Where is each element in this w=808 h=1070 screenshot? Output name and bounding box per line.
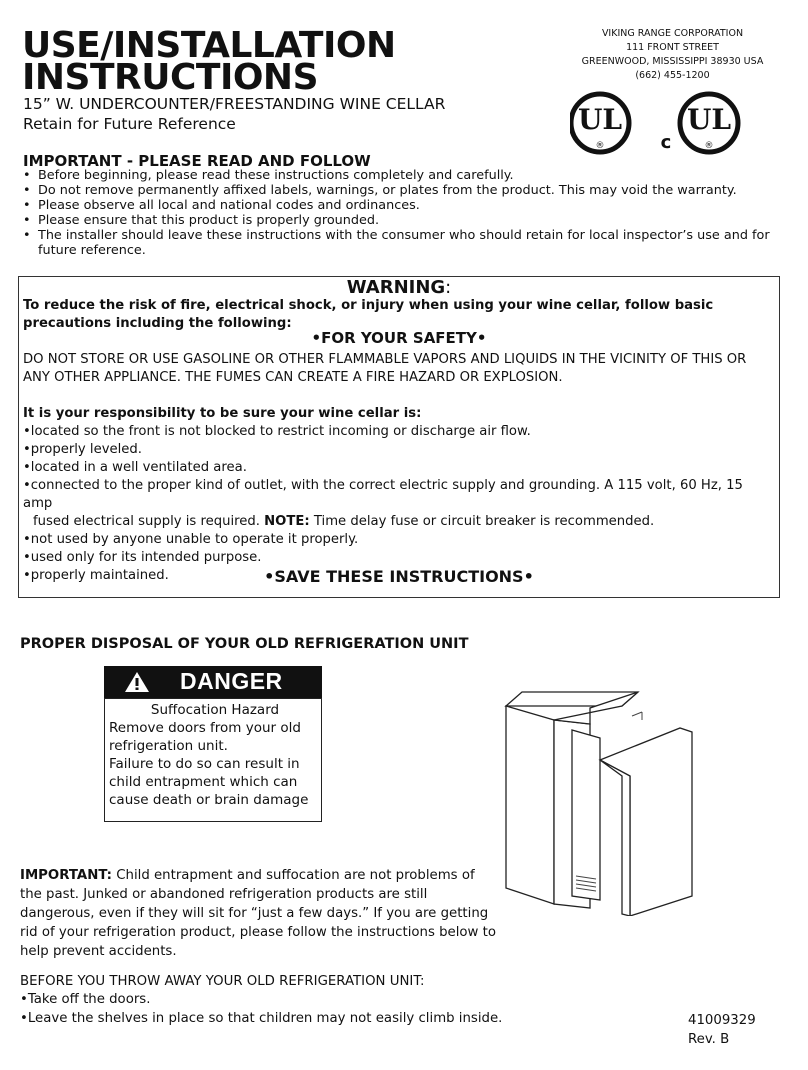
danger-banner [104,666,322,698]
doc-number: 41009329 [688,1013,756,1028]
company-street: 111 FRONT STREET [626,42,719,53]
hazard-line: cause death or brain damage [109,792,309,808]
disposal-step: •Leave the shelves in place so that children may not easily climb inside. [20,1011,503,1026]
ul-certification-logos [570,78,750,168]
responsibility-item: •not used by anyone unable to operate it properly. [23,532,359,547]
responsibility-item: •used only for its intended purpose. [23,550,262,565]
ul-registered: ® [595,141,605,151]
hazard-box [104,698,322,822]
title-line-1: USE/INSTALLATION [22,25,396,66]
ul-logo [571,94,629,152]
save-instructions: •SAVE THESE INSTRUCTIONS• [264,567,534,586]
important-item: • The installer should leave these instructions with the consumer who should retain for local inspector’s use and for future reference. [23,228,783,258]
title-line-2: INSTRUCTIONS [22,57,318,98]
warning-intro: To reduce the risk of fire, electrical shock, or injury when using your wine cellar, follow basic precautions including the following: [23,298,714,331]
important-item: • Please ensure that this product is properly grounded. [23,213,783,228]
important-text: Child entrapment and suffocation are not problems of the past. Junked or abandoned refrigeration products are still dangerous, even if they will sit for “just a few days.” If you are getting rid of your refrigeration product, please follow the instructions below to help prevent accidents. [20,868,497,959]
responsibility-heading: It is your responsibility to be sure your wine cellar is: [23,406,422,421]
responsibility-item: •located so the front is not blocked to restrict incoming or discharge air flow. [23,424,531,439]
cul-registered: ® [704,141,714,151]
safety-heading: •FOR YOUR SAFETY• [311,329,487,347]
responsibility-item: •located in a well ventilated area. [23,460,247,475]
important-item: • Before beginning, please read these instructions completely and carefully. [23,168,783,183]
product-subtitle: 15” W. UNDERCOUNTER/FREESTANDING WINE CELLAR [23,95,446,113]
company-city: GREENWOOD, MISSISSIPPI 38930 USA [581,56,764,67]
hazard-line: child entrapment which can [109,774,298,790]
important-item: • Do not remove permanently affixed labels, warnings, or plates from the product. This may void the warranty. [23,183,783,198]
responsibility-item: •connected to the proper kind of outlet, with the correct electric supply and grounding. A 115 volt, 60 Hz, 15 amp [23,478,743,511]
important-heading: IMPORTANT - PLEASE READ AND FOLLOW [23,152,371,170]
company-phone: (662) 455-1200 [635,70,710,81]
safety-text: DO NOT STORE OR USE GASOLINE OR OTHER FLAMMABLE VAPORS AND LIQUIDS IN THE VICINITY OF THIS OR ANY OTHER APPLIANCE. THE FUMES CAN CREATE A FIRE HAZARD OR EXPLOSION. [23,352,747,385]
note-label: NOTE: [264,514,310,529]
warning-triangle-icon [124,671,150,693]
warning-title-text: WARNING [346,277,446,298]
document-title [22,25,396,98]
canada-c-mark: c [660,132,672,153]
hazard-line: Remove doors from your old [109,720,301,736]
ul-text: UL [577,103,623,136]
cul-text: UL [686,103,732,136]
wine-cellar-door-removed-illustration [490,676,695,916]
responsibility-item: •properly leveled. [23,442,142,457]
warning-title: WARNING: [346,277,452,298]
doc-revision: Rev. B [688,1032,730,1047]
note-text: Time delay fuse or circuit breaker is recommended. [313,514,655,529]
before-heading: BEFORE YOU THROW AWAY YOUR OLD REFRIGERATION UNIT: [20,974,425,989]
fused-supply-line: fused electrical supply is required. NOTE: Time delay fuse or circuit breaker is recommended. [33,514,655,529]
company-address [560,27,785,83]
company-name: VIKING RANGE CORPORATION [601,28,744,39]
important-label: IMPORTANT: [20,868,112,883]
important-item: • Please observe all local and national codes and ordinances. [23,198,783,213]
important-paragraph [20,866,500,961]
warning-box [18,276,780,598]
hazard-title: Suffocation Hazard [150,702,280,718]
disposal-heading: PROPER DISPOSAL OF YOUR OLD REFRIGERATION UNIT [20,636,469,652]
hazard-line: refrigeration unit. [109,738,228,754]
responsibility-list [23,423,775,585]
cul-logo [680,94,738,152]
hazard-line: Failure to do so can result in [109,756,300,772]
danger-label: DANGER [180,668,283,694]
important-list [23,168,783,258]
disposal-step: •Take off the doors. [20,992,151,1007]
retain-note: Retain for Future Reference [23,115,236,133]
responsibility-item: •properly maintained. [23,568,169,583]
document-number [688,1011,756,1049]
